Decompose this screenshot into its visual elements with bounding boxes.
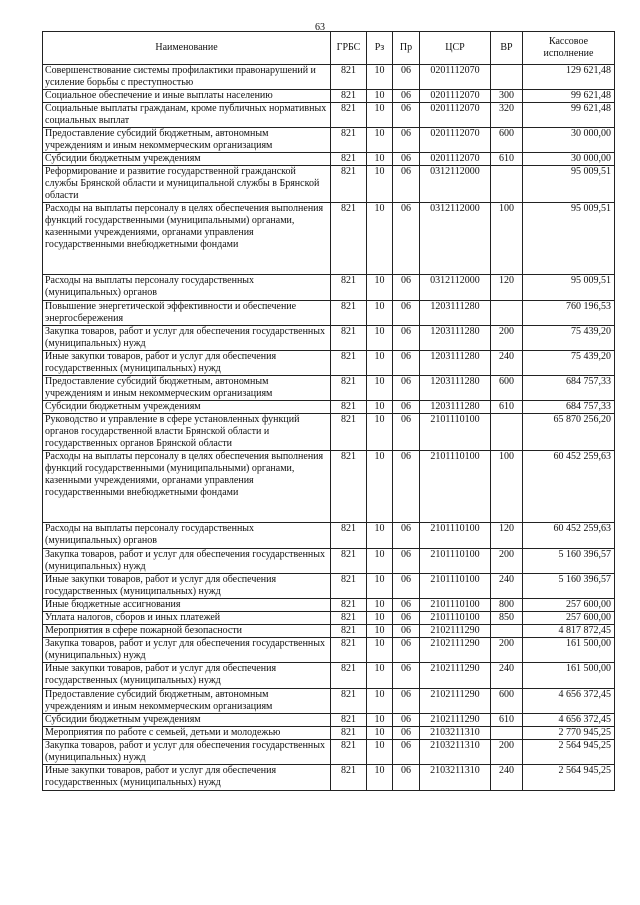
cell-amount: 99 621,48: [523, 90, 615, 103]
table-row: [43, 203, 615, 275]
cell-vr: [491, 65, 523, 90]
table-row: [43, 765, 615, 791]
cell-rz: 10: [367, 128, 393, 153]
table-row: [43, 414, 615, 451]
cell-csr: 2102111290: [420, 689, 491, 714]
cell-csr: 2101110100: [420, 451, 491, 523]
cell-csr: 2101110100: [420, 549, 491, 574]
header-pr: Пр: [393, 32, 420, 65]
cell-vr: 200: [491, 549, 523, 574]
cell-csr: 2101110100: [420, 612, 491, 625]
table-row: [43, 625, 615, 638]
cell-csr: 2103211310: [420, 765, 491, 791]
cell-name: Иные закупки товаров, работ и услуг для обеспечения государственных (муниципальных) нужд: [43, 765, 331, 791]
cell-grbs: 821: [331, 727, 367, 740]
cell-rz: 10: [367, 275, 393, 301]
table-row: [43, 638, 615, 663]
table-row: [43, 301, 615, 326]
table-row: [43, 401, 615, 414]
cell-csr: 2101110100: [420, 574, 491, 599]
budget-table: [42, 31, 615, 791]
cell-amount: 2 770 945,25: [523, 727, 615, 740]
cell-pr: 06: [393, 275, 420, 301]
cell-name: Предоставление субсидий бюджетным, автономным учреждениям и иным некоммерческим организациям: [43, 376, 331, 401]
cell-rz: 10: [367, 153, 393, 166]
table-row: [43, 128, 615, 153]
cell-vr: 610: [491, 714, 523, 727]
table-row: [43, 153, 615, 166]
cell-vr: 120: [491, 275, 523, 301]
table-row: [43, 612, 615, 625]
cell-name: Закупка товаров, работ и услуг для обеспечения государственных (муниципальных) нужд: [43, 638, 331, 663]
cell-pr: 06: [393, 599, 420, 612]
cell-csr: 0201112070: [420, 153, 491, 166]
cell-amount: 2 564 945,25: [523, 740, 615, 765]
cell-vr: 300: [491, 90, 523, 103]
cell-vr: 240: [491, 351, 523, 376]
cell-csr: 2102111290: [420, 714, 491, 727]
cell-name: Закупка товаров, работ и услуг для обеспечения государственных (муниципальных) нужд: [43, 549, 331, 574]
cell-amount: 30 000,00: [523, 128, 615, 153]
cell-pr: 06: [393, 740, 420, 765]
cell-amount: 65 870 256,20: [523, 414, 615, 451]
cell-rz: 10: [367, 625, 393, 638]
cell-rz: 10: [367, 727, 393, 740]
cell-vr: [491, 727, 523, 740]
cell-rz: 10: [367, 401, 393, 414]
table-row: [43, 689, 615, 714]
cell-amount: 257 600,00: [523, 612, 615, 625]
table-header-row: [43, 32, 615, 65]
cell-rz: 10: [367, 203, 393, 275]
table-row: [43, 376, 615, 401]
cell-rz: 10: [367, 523, 393, 549]
cell-amount: 99 621,48: [523, 103, 615, 128]
cell-rz: 10: [367, 414, 393, 451]
cell-pr: 06: [393, 414, 420, 451]
cell-rz: 10: [367, 599, 393, 612]
cell-grbs: 821: [331, 451, 367, 523]
cell-grbs: 821: [331, 663, 367, 689]
cell-pr: 06: [393, 401, 420, 414]
cell-name: Закупка товаров, работ и услуг для обеспечения государственных (муниципальных) нужд: [43, 740, 331, 765]
header-vr: ВР: [491, 32, 523, 65]
table-row: [43, 574, 615, 599]
cell-grbs: 821: [331, 166, 367, 203]
cell-pr: 06: [393, 625, 420, 638]
cell-vr: [491, 166, 523, 203]
cell-grbs: 821: [331, 90, 367, 103]
cell-rz: 10: [367, 574, 393, 599]
cell-csr: 0201112070: [420, 103, 491, 128]
cell-amount: 161 500,00: [523, 638, 615, 663]
cell-csr: 0312112000: [420, 166, 491, 203]
cell-name: Иные закупки товаров, работ и услуг для обеспечения государственных (муниципальных) нужд: [43, 351, 331, 376]
cell-amount: 30 000,00: [523, 153, 615, 166]
cell-pr: 06: [393, 663, 420, 689]
cell-csr: 2103211310: [420, 727, 491, 740]
table-row: [43, 549, 615, 574]
cell-csr: 1203111280: [420, 376, 491, 401]
cell-rz: 10: [367, 714, 393, 727]
cell-pr: 06: [393, 574, 420, 599]
cell-vr: 850: [491, 612, 523, 625]
cell-amount: 684 757,33: [523, 401, 615, 414]
cell-pr: 06: [393, 638, 420, 663]
cell-grbs: 821: [331, 301, 367, 326]
cell-rz: 10: [367, 663, 393, 689]
table-row: [43, 103, 615, 128]
cell-amount: 95 009,51: [523, 203, 615, 275]
header-amount: Кассовое исполнение: [523, 32, 615, 65]
cell-grbs: 821: [331, 599, 367, 612]
cell-amount: 5 160 396,57: [523, 574, 615, 599]
cell-amount: 4 656 372,45: [523, 714, 615, 727]
cell-name: Иные закупки товаров, работ и услуг для обеспечения государственных (муниципальных) нужд: [43, 663, 331, 689]
cell-name: Социальные выплаты гражданам, кроме публичных нормативных социальных выплат: [43, 103, 331, 128]
cell-amount: 161 500,00: [523, 663, 615, 689]
cell-vr: 100: [491, 451, 523, 523]
cell-grbs: 821: [331, 103, 367, 128]
cell-grbs: 821: [331, 351, 367, 376]
cell-rz: 10: [367, 638, 393, 663]
cell-grbs: 821: [331, 401, 367, 414]
cell-grbs: 821: [331, 625, 367, 638]
cell-vr: 100: [491, 203, 523, 275]
cell-amount: 75 439,20: [523, 326, 615, 351]
cell-rz: 10: [367, 549, 393, 574]
cell-amount: 75 439,20: [523, 351, 615, 376]
cell-csr: 1203111280: [420, 326, 491, 351]
cell-csr: 2101110100: [420, 523, 491, 549]
cell-pr: 06: [393, 451, 420, 523]
cell-name: Субсидии бюджетным учреждениям: [43, 153, 331, 166]
cell-rz: 10: [367, 90, 393, 103]
cell-rz: 10: [367, 326, 393, 351]
cell-pr: 06: [393, 103, 420, 128]
cell-rz: 10: [367, 765, 393, 791]
cell-csr: 0312112000: [420, 275, 491, 301]
cell-vr: 200: [491, 326, 523, 351]
cell-amount: 760 196,53: [523, 301, 615, 326]
table-row: [43, 275, 615, 301]
cell-vr: 200: [491, 740, 523, 765]
cell-pr: 06: [393, 727, 420, 740]
cell-pr: 06: [393, 376, 420, 401]
cell-grbs: 821: [331, 414, 367, 451]
cell-vr: 200: [491, 638, 523, 663]
cell-rz: 10: [367, 103, 393, 128]
cell-pr: 06: [393, 65, 420, 90]
cell-name: Социальное обеспечение и иные выплаты населению: [43, 90, 331, 103]
cell-grbs: 821: [331, 203, 367, 275]
cell-name: Реформирование и развитие государственной гражданской службы Брянской области и муниципальной службы в Брянской области: [43, 166, 331, 203]
cell-pr: 06: [393, 203, 420, 275]
table-row: [43, 166, 615, 203]
cell-csr: 0201112070: [420, 90, 491, 103]
cell-csr: 1203111280: [420, 301, 491, 326]
cell-vr: 610: [491, 153, 523, 166]
cell-pr: 06: [393, 765, 420, 791]
cell-vr: 800: [491, 599, 523, 612]
table-row: [43, 65, 615, 90]
cell-name: Расходы на выплаты персоналу государственных (муниципальных) органов: [43, 275, 331, 301]
cell-vr: 600: [491, 376, 523, 401]
cell-pr: 06: [393, 326, 420, 351]
cell-amount: 95 009,51: [523, 166, 615, 203]
table-row: [43, 599, 615, 612]
cell-name: Повышение энергетической эффективности и обеспечение энергосбережения: [43, 301, 331, 326]
cell-grbs: 821: [331, 65, 367, 90]
cell-name: Расходы на выплаты персоналу в целях обеспечения выполнения функций государственными (муниципальными) органами, казенными учреждениями, органами управления государственными внебюджетными фондами: [43, 451, 331, 523]
cell-csr: 1203111280: [420, 351, 491, 376]
cell-rz: 10: [367, 166, 393, 203]
table-row: [43, 727, 615, 740]
table-row: [43, 90, 615, 103]
table-row: [43, 740, 615, 765]
cell-amount: 129 621,48: [523, 65, 615, 90]
cell-csr: 0201112070: [420, 128, 491, 153]
cell-amount: 95 009,51: [523, 275, 615, 301]
table-row: [43, 714, 615, 727]
cell-name: Руководство и управление в сфере установленных функций органов государственной власти Брянской области и государственных органов Брянской области: [43, 414, 331, 451]
cell-name: Расходы на выплаты персоналу в целях обеспечения выполнения функций государственными (муниципальными) органами, казенными учреждениями, органами управления государственными внебюджетными фондами: [43, 203, 331, 275]
cell-name: Иные бюджетные ассигнования: [43, 599, 331, 612]
cell-pr: 06: [393, 166, 420, 203]
cell-csr: 2102111290: [420, 625, 491, 638]
cell-rz: 10: [367, 351, 393, 376]
cell-rz: 10: [367, 612, 393, 625]
table-row: [43, 523, 615, 549]
cell-pr: 06: [393, 351, 420, 376]
cell-name: Субсидии бюджетным учреждениям: [43, 714, 331, 727]
cell-rz: 10: [367, 689, 393, 714]
cell-amount: 60 452 259,63: [523, 451, 615, 523]
cell-name: Субсидии бюджетным учреждениям: [43, 401, 331, 414]
cell-grbs: 821: [331, 714, 367, 727]
table-body: [43, 65, 615, 791]
cell-vr: [491, 414, 523, 451]
table-row: [43, 451, 615, 523]
cell-name: Уплата налогов, сборов и иных платежей: [43, 612, 331, 625]
cell-name: Мероприятия в сфере пожарной безопасности: [43, 625, 331, 638]
cell-vr: 320: [491, 103, 523, 128]
cell-amount: 2 564 945,25: [523, 765, 615, 791]
cell-grbs: 821: [331, 376, 367, 401]
header-name: Наименование: [43, 32, 331, 65]
cell-pr: 06: [393, 153, 420, 166]
cell-name: Закупка товаров, работ и услуг для обеспечения государственных (муниципальных) нужд: [43, 326, 331, 351]
cell-grbs: 821: [331, 523, 367, 549]
header-csr: ЦСР: [420, 32, 491, 65]
cell-vr: 120: [491, 523, 523, 549]
cell-csr: 2102111290: [420, 663, 491, 689]
cell-name: Мероприятия по работе с семьей, детьми и молодежью: [43, 727, 331, 740]
cell-pr: 06: [393, 549, 420, 574]
cell-grbs: 821: [331, 689, 367, 714]
cell-csr: 0312112000: [420, 203, 491, 275]
cell-rz: 10: [367, 740, 393, 765]
cell-rz: 10: [367, 301, 393, 326]
cell-csr: 0201112070: [420, 65, 491, 90]
cell-vr: [491, 625, 523, 638]
cell-vr: 240: [491, 574, 523, 599]
cell-pr: 06: [393, 128, 420, 153]
cell-csr: 2101110100: [420, 599, 491, 612]
cell-rz: 10: [367, 65, 393, 90]
cell-name: Предоставление субсидий бюджетным, автономным учреждениям и иным некоммерческим организациям: [43, 689, 331, 714]
table-row: [43, 351, 615, 376]
cell-vr: 610: [491, 401, 523, 414]
cell-grbs: 821: [331, 638, 367, 663]
cell-rz: 10: [367, 376, 393, 401]
cell-grbs: 821: [331, 153, 367, 166]
cell-vr: 240: [491, 663, 523, 689]
cell-pr: 06: [393, 301, 420, 326]
cell-name: Предоставление субсидий бюджетным, автономным учреждениям и иным некоммерческим организациям: [43, 128, 331, 153]
cell-csr: 2102111290: [420, 638, 491, 663]
cell-amount: 4 656 372,45: [523, 689, 615, 714]
cell-amount: 60 452 259,63: [523, 523, 615, 549]
cell-grbs: 821: [331, 765, 367, 791]
cell-grbs: 821: [331, 128, 367, 153]
cell-name: Расходы на выплаты персоналу государственных (муниципальных) органов: [43, 523, 331, 549]
header-grbs: ГРБС: [331, 32, 367, 65]
header-rz: Рз: [367, 32, 393, 65]
cell-vr: 600: [491, 689, 523, 714]
table-row: [43, 326, 615, 351]
cell-name: Иные закупки товаров, работ и услуг для обеспечения государственных (муниципальных) нужд: [43, 574, 331, 599]
table-row: [43, 663, 615, 689]
cell-vr: [491, 301, 523, 326]
cell-csr: 2103211310: [420, 740, 491, 765]
cell-amount: 684 757,33: [523, 376, 615, 401]
page-number: 63: [315, 22, 325, 33]
cell-pr: 06: [393, 523, 420, 549]
cell-vr: 600: [491, 128, 523, 153]
cell-pr: 06: [393, 714, 420, 727]
cell-amount: 4 817 872,45: [523, 625, 615, 638]
cell-pr: 06: [393, 612, 420, 625]
cell-rz: 10: [367, 451, 393, 523]
cell-amount: 257 600,00: [523, 599, 615, 612]
cell-grbs: 821: [331, 549, 367, 574]
cell-vr: 240: [491, 765, 523, 791]
cell-grbs: 821: [331, 275, 367, 301]
cell-grbs: 821: [331, 574, 367, 599]
cell-pr: 06: [393, 90, 420, 103]
cell-name: Совершенствование системы профилактики правонарушений и усиление борьбы с преступностью: [43, 65, 331, 90]
cell-csr: 1203111280: [420, 401, 491, 414]
cell-grbs: 821: [331, 326, 367, 351]
cell-grbs: 821: [331, 612, 367, 625]
cell-csr: 2101110100: [420, 414, 491, 451]
cell-grbs: 821: [331, 740, 367, 765]
cell-amount: 5 160 396,57: [523, 549, 615, 574]
cell-pr: 06: [393, 689, 420, 714]
